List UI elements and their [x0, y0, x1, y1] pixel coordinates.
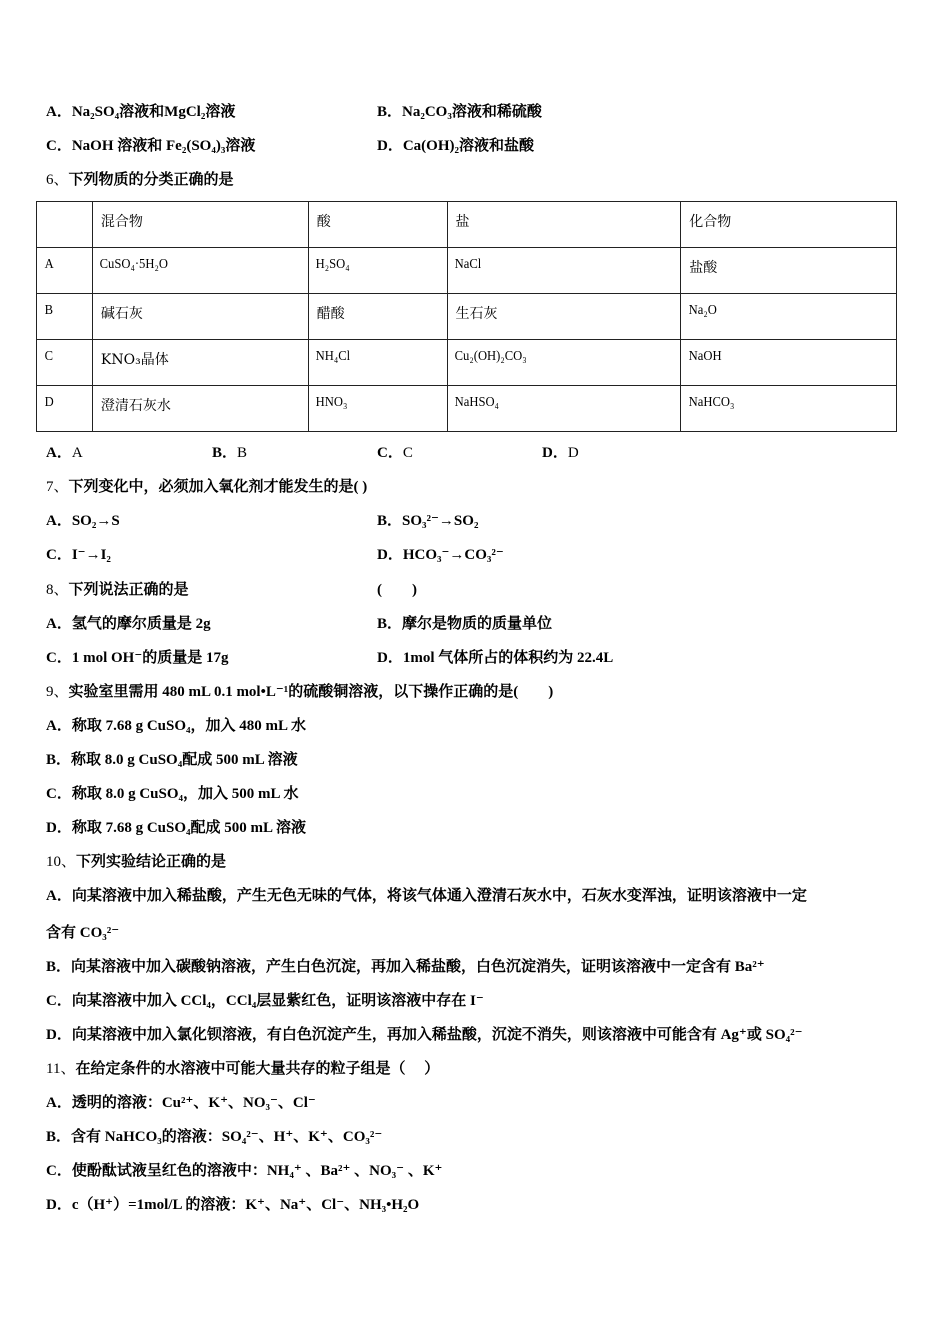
- table-row: [37, 340, 897, 386]
- option-text: 向某溶液中加入稀盐酸，产生无色无味的气体，将该气体通入澄清石灰水中，石灰水变浑浊，证明该溶液中一定: [71, 888, 807, 904]
- question-8-stem: [46, 580, 189, 600]
- question-7-stem: [46, 477, 367, 497]
- q11-option-c: [46, 1161, 442, 1181]
- question-number: 7、: [46, 479, 69, 495]
- option-text: 摩尔是物质的质量单位: [402, 616, 553, 632]
- option-text: SO₃²⁻→SO₂: [402, 513, 479, 529]
- question-number: 11、: [46, 1061, 76, 1077]
- option-text: 称取 8.0 g CuSO₄配成 500 mL 溶液: [71, 752, 298, 768]
- option-text: 氢气的摩尔质量是 2g: [71, 616, 211, 632]
- q9-option-d: [46, 818, 306, 838]
- q10-option-d: [46, 1025, 803, 1045]
- q10-option-a: [46, 886, 807, 906]
- q8-option-b: [377, 614, 552, 634]
- table-header-cell: 混合物: [92, 202, 308, 248]
- table-cell: 盐酸: [681, 248, 897, 294]
- option-text: 透明的溶液：Cu²⁺、K⁺、NO₃⁻、Cl⁻: [71, 1095, 316, 1111]
- q6-option-a: [46, 443, 83, 463]
- option-letter: A．: [46, 718, 72, 734]
- q7-option-c: [46, 545, 111, 565]
- option-text: 称取 7.68 g CuSO₄配成 500 mL 溶液: [71, 820, 306, 836]
- table-cell: D: [37, 386, 87, 432]
- table-cell: 生石灰: [447, 294, 681, 340]
- option-letter: A．: [46, 513, 72, 529]
- table-header-cell: 盐: [447, 202, 681, 248]
- q8-option-a: [46, 614, 211, 634]
- q5-option-a: [46, 102, 235, 122]
- table-cell: C: [37, 340, 87, 386]
- option-text: A: [71, 445, 83, 461]
- option-letter: D．: [542, 445, 568, 461]
- table-cell: NH₄Cl: [308, 340, 433, 386]
- table-header-row: [37, 202, 897, 248]
- option-letter: A．: [46, 445, 72, 461]
- table-row: [37, 386, 897, 432]
- q7-option-b: [377, 511, 478, 531]
- option-letter: A．: [46, 1095, 72, 1111]
- question-10-stem: [46, 852, 226, 872]
- question-text: 实验室里需用 480 mL 0.1 mol•L⁻¹的硫酸铜溶液，以下操作正确的是( ): [68, 684, 554, 700]
- table-cell: H₂SO₄: [308, 248, 433, 294]
- table-cell: 碱石灰: [92, 294, 308, 340]
- table-row: [37, 294, 897, 340]
- table-cell: CuSO₄·5H₂O: [92, 248, 286, 294]
- q7-option-d: [377, 545, 504, 565]
- option-text: 1mol 气体所占的体积约为 22.4L: [402, 650, 614, 666]
- option-letter: D．: [377, 650, 403, 666]
- option-text: Na₂SO₄溶液和MgCl₂溶液: [71, 104, 236, 120]
- option-text: D: [567, 445, 579, 461]
- question-6-stem: [46, 170, 234, 190]
- option-text: 1 mol OH⁻的质量是 17g: [71, 650, 229, 666]
- q10-option-b: [46, 957, 765, 977]
- q5-option-c: [46, 136, 255, 156]
- q8-option-d: [377, 648, 613, 668]
- option-letter: C．: [46, 1163, 72, 1179]
- q5-option-d: [377, 136, 534, 156]
- table-cell: NaOH: [681, 340, 875, 386]
- option-letter: C．: [46, 650, 72, 666]
- q6-option-c: [377, 443, 413, 463]
- option-letter: B．: [46, 752, 72, 768]
- q5-option-b: [377, 102, 542, 122]
- option-letter: B．: [46, 1129, 72, 1145]
- question-text: 下列变化中，必须加入氧化剂才能发生的是( ): [68, 479, 368, 495]
- option-text: 含有 NaHCO₃的溶液：SO₄²⁻、H⁺、K⁺、CO₃²⁻: [71, 1129, 383, 1145]
- q9-option-a: [46, 716, 306, 736]
- option-letter: B．: [377, 616, 403, 632]
- q8-option-c: [46, 648, 229, 668]
- option-text: SO₂→S: [71, 513, 120, 529]
- option-letter: C．: [46, 547, 72, 563]
- option-text: 向某溶液中加入氯化钡溶液，有白色沉淀产生，再加入稀盐酸，沉淀不消失，则该溶液中可能含有 Ag⁺或 SO₄²⁻: [71, 1027, 803, 1043]
- table-header-cell: [37, 202, 93, 248]
- option-text: B: [237, 445, 248, 461]
- option-letter: D．: [377, 547, 403, 563]
- table-cell: NaHSO₄: [447, 386, 657, 432]
- option-text: 使酚酞试液呈红色的溶液中：NH₄⁺ 、Ba²⁺ 、NO₃⁻ 、K⁺: [71, 1163, 443, 1179]
- option-letter: B．: [212, 445, 238, 461]
- option-letter: A．: [46, 888, 72, 904]
- option-text: HCO₃⁻→CO₃²⁻: [402, 547, 504, 563]
- option-letter: A．: [46, 104, 72, 120]
- q6-option-d: [542, 443, 579, 463]
- q9-option-b: [46, 750, 298, 770]
- q10-option-a-continued: 含有 CO₃²⁻: [46, 925, 120, 941]
- question-number: 9、: [46, 684, 69, 700]
- option-letter: B．: [46, 959, 72, 975]
- option-text: 称取 8.0 g CuSO₄，加入 500 mL 水: [71, 786, 299, 802]
- table-cell: NaHCO₃: [681, 386, 875, 432]
- option-letter: A．: [46, 616, 72, 632]
- table-cell: KNO₃晶体: [92, 340, 308, 386]
- option-text: Na₂CO₃溶液和稀硫酸: [402, 104, 542, 120]
- table-cell: B: [37, 294, 87, 340]
- option-letter: D．: [46, 1197, 72, 1213]
- q9-option-c: [46, 784, 298, 804]
- table-header-cell: 化合物: [681, 202, 897, 248]
- table-cell: 澄清石灰水: [92, 386, 308, 432]
- question-11-stem: [46, 1059, 439, 1079]
- question-text: 下列物质的分类正确的是: [68, 172, 234, 188]
- question-number: 6、: [46, 172, 69, 188]
- q10-option-c: [46, 991, 484, 1011]
- option-text: I⁻→I₂: [71, 547, 111, 563]
- option-letter: D．: [377, 138, 403, 154]
- q7-option-a: [46, 511, 120, 531]
- q11-option-d: [46, 1195, 419, 1215]
- q11-option-a: [46, 1093, 316, 1113]
- option-letter: C．: [46, 138, 72, 154]
- option-letter: C．: [46, 786, 72, 802]
- option-letter: C．: [46, 993, 72, 1009]
- option-text: 向某溶液中加入 CCl₄，CCl₄层显紫红色，证明该溶液中存在 I⁻: [71, 993, 484, 1009]
- option-letter: B．: [377, 513, 403, 529]
- table-cell: Cu₂(OH)₂CO₃: [447, 340, 657, 386]
- table-cell: NaCl: [447, 248, 657, 294]
- q11-option-b: [46, 1127, 382, 1147]
- table-cell: A: [37, 248, 87, 294]
- question-text: 在给定条件的水溶液中可能大量共存的粒子组是（ ）: [75, 1061, 440, 1077]
- question-number: 10、: [46, 854, 77, 870]
- option-text: NaOH 溶液和 Fe₂(SO₄)₃溶液: [71, 138, 256, 154]
- table-cell: HNO₃: [308, 386, 433, 432]
- option-text: 向某溶液中加入碳酸钠溶液，产生白色沉淀，再加入稀盐酸，白色沉淀消失，证明该溶液中一定含有 Ba²⁺: [71, 959, 765, 975]
- option-letter: D．: [46, 1027, 72, 1043]
- table-cell: Na₂O: [681, 294, 875, 340]
- option-letter: B．: [377, 104, 403, 120]
- question-9-stem: [46, 682, 553, 702]
- table-cell: 醋酸: [308, 294, 447, 340]
- classification-table: [36, 201, 897, 432]
- question-number: 8、: [46, 582, 69, 598]
- option-text: Ca(OH)₂溶液和盐酸: [402, 138, 534, 154]
- question-8-answer-paren: ( ): [377, 582, 417, 598]
- table-row: [37, 248, 897, 294]
- option-text: c（H⁺）=1mol/L 的溶液：K⁺、Na⁺、Cl⁻、NH₃•H₂O: [71, 1197, 420, 1213]
- q6-option-b: [212, 443, 247, 463]
- option-text: C: [402, 445, 413, 461]
- table-header-cell: 酸: [308, 202, 447, 248]
- question-text: 下列说法正确的是: [68, 582, 189, 598]
- option-letter: D．: [46, 820, 72, 836]
- option-text: 称取 7.68 g CuSO₄，加入 480 mL 水: [71, 718, 306, 734]
- question-text: 下列实验结论正确的是: [76, 854, 227, 870]
- option-letter: C．: [377, 445, 403, 461]
